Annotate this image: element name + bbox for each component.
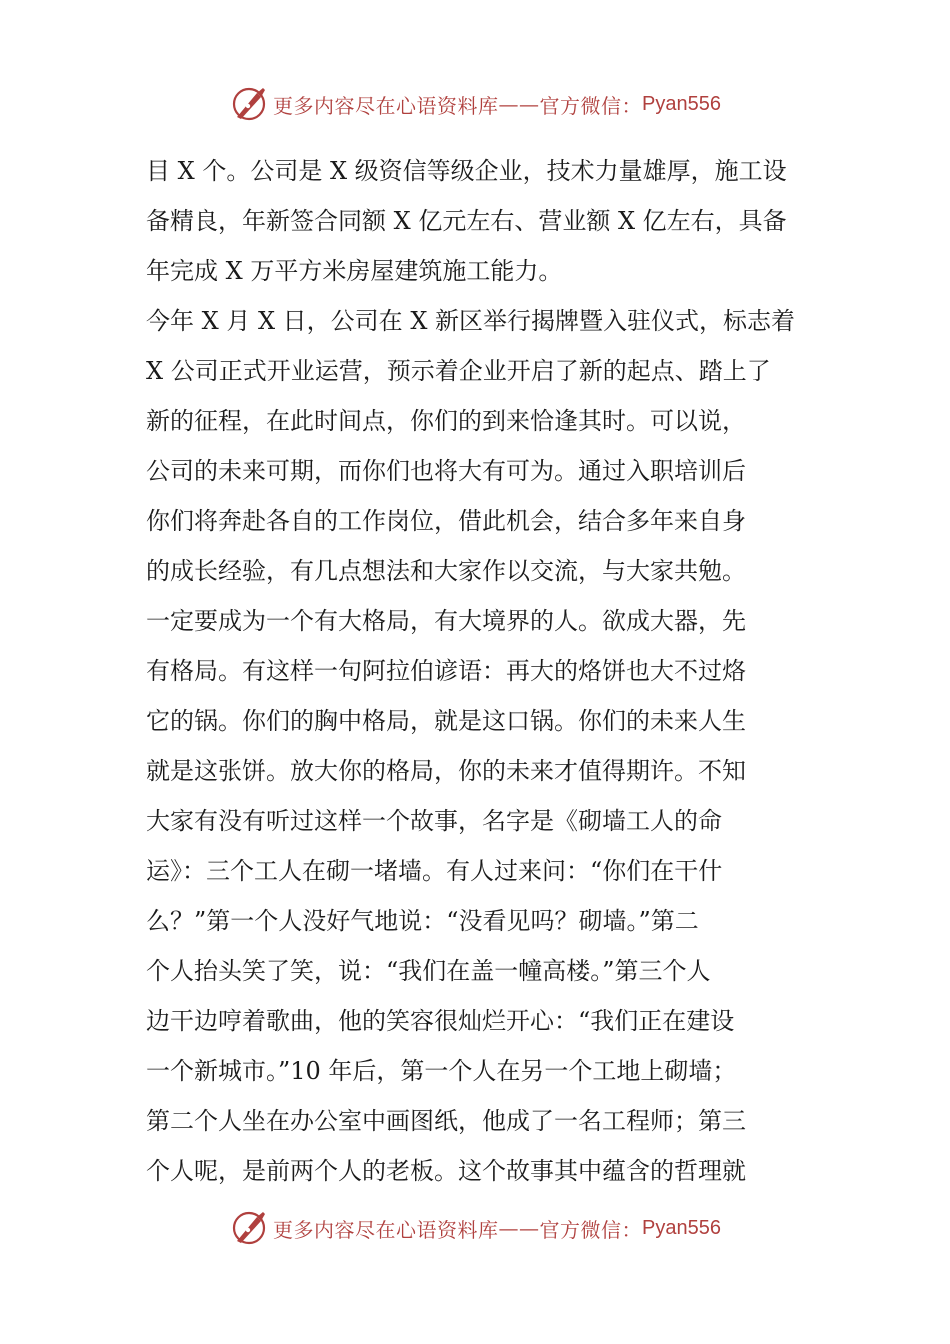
- watermark-brand: 更多内容尽在心语资料库: [273, 1217, 499, 1242]
- watermark-brand: 更多内容尽在心语资料库: [273, 93, 499, 118]
- text-line: 你们将奔赴各自的工作岗位，借此机会，结合多年来自身: [146, 507, 746, 535]
- text-line: 它的锅。你们的胸中格局，就是这口锅。你们的未来人生: [146, 707, 746, 735]
- watermark-label: 官方微信：: [539, 1217, 643, 1242]
- text-line: 一个新城市。”10 年后，第一个人在另一个工地上砌墙；: [146, 1057, 737, 1085]
- text-line: 个人呢，是前两个人的老板。这个故事其中蕴含的哲理就: [146, 1157, 746, 1185]
- text-line: 备精良，年新签合同额 X 亿元左右、营业额 X 亿左右，具备: [146, 207, 787, 235]
- text-line: 有格局。有这样一句阿拉伯谚语：再大的烙饼也大不过烙: [146, 657, 746, 685]
- text-line: 运》：三个工人在砌一堵墙。有人过来问：“你们在干什: [146, 857, 723, 885]
- body-text: [146, 146, 808, 1196]
- pen-nib-icon: [229, 84, 269, 124]
- watermark-dash: ——: [498, 92, 540, 116]
- text-line: 就是这张饼。放大你的格局，你的未来才值得期许。不知: [146, 757, 746, 785]
- text-line: 大家有没有听过这样一个故事，名字是《砌墙工人的命: [146, 807, 722, 835]
- watermark-footer: [0, 1208, 950, 1248]
- text-line: 第二个人坐在办公室中画图纸，他成了一名工程师；第三: [146, 1107, 746, 1135]
- watermark-header: [0, 84, 950, 124]
- text-line: 新的征程，在此时间点，你们的到来恰逢其时。可以说，: [146, 407, 746, 435]
- text-line: 公司的未来可期，而你们也将大有可为。通过入职培训后: [146, 457, 746, 485]
- text-line: X 公司正式开业运营，预示着企业开启了新的起点、踏上了: [146, 357, 771, 385]
- text-line: 年完成 X 万平方米房屋建筑施工能力。: [146, 257, 563, 285]
- watermark-handle: Pyan556: [642, 92, 721, 115]
- text-line: 的成长经验，有几点想法和大家作以交流，与大家共勉。: [146, 557, 746, 585]
- text-line: 目 X 个。公司是 X 级资信等级企业，技术力量雄厚，施工设: [146, 157, 787, 185]
- watermark-label: 官方微信：: [539, 93, 643, 118]
- text-line: 边干边哼着歌曲，他的笑容很灿烂开心：“我们正在建设: [146, 1007, 735, 1035]
- text-line: 一定要成为一个有大格局，有大境界的人。欲成大器，先: [146, 607, 746, 635]
- watermark-handle: Pyan556: [642, 1216, 721, 1239]
- text-line: 个人抬头笑了笑，说：“我们在盖一幢高楼。”第三个人: [146, 957, 711, 985]
- pen-nib-icon: [229, 1208, 269, 1248]
- text-line: 今年 X 月 X 日，公司在 X 新区举行揭牌暨入驻仪式，标志着: [146, 307, 796, 335]
- text-line: 么？”第一个人没好气地说：“没看见吗？砌墙。”第二: [146, 907, 699, 935]
- watermark-dash: ——: [498, 1216, 540, 1240]
